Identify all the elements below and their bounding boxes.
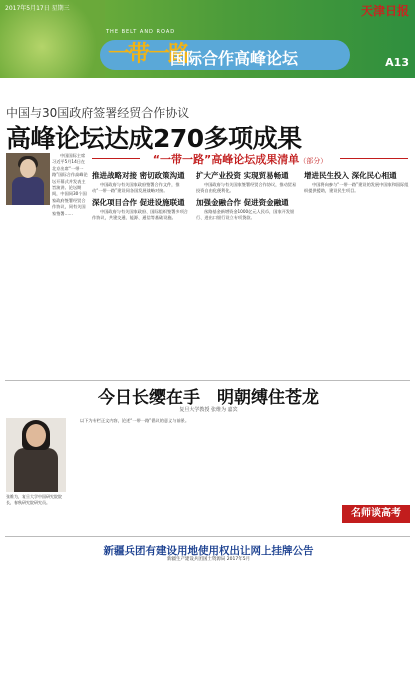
author-portrait xyxy=(6,418,66,492)
results-column-1 xyxy=(92,168,190,380)
section-body-people: 中国将向参与“一带一路”建设的发展中国家和国际组织提供援助，建设民生项目。 xyxy=(304,182,409,194)
article-kicker: 中国与30国政府签署经贸合作协议 xyxy=(6,106,190,120)
results-list-note: （部分） xyxy=(299,157,328,165)
issue-date: 2017年5月17日 星期三 xyxy=(5,5,70,12)
results-column-3 xyxy=(304,168,410,380)
section-divider-top xyxy=(5,380,410,381)
section-title-people: 增进民生投入 深化民心相通 xyxy=(304,171,397,180)
lead-column xyxy=(52,153,88,378)
section-body-finance: 丝路基金新增资金1000亿元人民币，国家开发银行、进出口银行设立专项贷款。 xyxy=(196,208,295,221)
portrait-caption: 张维为，复旦大学中国研究院院长，春秋研究院研究员。 xyxy=(6,494,62,505)
results-list-title xyxy=(140,151,340,167)
section-title-finance: 加强金融合作 促进资金融通 xyxy=(196,197,289,207)
lead-paragraph: 中国国际主席习近平5月14日在北京出席“一带一路”国际合作高峰论坛开幕式并发表主旨演讲。论坛期间，中国同30个国家政府签署经贸合作协议，同有关国家签署…… xyxy=(52,153,88,216)
results-column-2 xyxy=(196,168,298,380)
results-list-title-text: “一带一路”高峰论坛成果清单 xyxy=(152,153,300,166)
section-body-policy: 中国政府与有关国家政府签署合作文件，推动“一带一路”建设同各国发展战略对接。 xyxy=(92,182,180,194)
section-body-facilities: 中国政府与有关国家政府、国际组织签署多项合作协议，共建交通、能源、通信等基础设施。 xyxy=(92,208,188,221)
slogan-prefix: 一带一路 xyxy=(108,41,189,67)
column-badge: 名师谈高考 xyxy=(342,505,410,523)
section-title-facilities: 深化项目合作 促进设施联通 xyxy=(92,197,185,207)
column-body xyxy=(72,418,410,500)
page-number: A13 xyxy=(385,56,409,69)
lead-photo xyxy=(6,153,50,205)
column-byline: 复旦大学教授 张维为 嘉宾 xyxy=(179,407,238,413)
notice-title: 新疆兵团有建设用地使用权出让网上挂牌公告 xyxy=(103,545,314,557)
column-paragraph: 以下为专栏正文内容，论述“一带一路”倡议的意义与前景。 xyxy=(80,418,190,423)
section-body-trade: 中国政府与有关国家签署经贸合作协议，推动贸易投资自由化便利化。 xyxy=(196,182,297,194)
section-divider-bottom xyxy=(5,536,410,537)
masthead-banner xyxy=(0,0,415,78)
article-headline: 高峰论坛达成270多项成果 xyxy=(6,124,302,153)
band-label: THE BELT AND ROAD xyxy=(106,29,176,35)
title-rule-left xyxy=(92,158,140,159)
column-title: 今日长缨在手 明朝缚住苍龙 xyxy=(98,388,319,408)
newspaper-logo: 天津日报 xyxy=(360,4,409,18)
title-rule-right xyxy=(340,158,408,159)
section-title-trade: 扩大产业投资 实现贸易畅通 xyxy=(196,171,289,180)
notice-subtitle: 新疆生产建设兵团国土资源局 2017年5月 xyxy=(166,557,251,562)
slogan-main: 国际合作高峰论坛 xyxy=(170,49,299,68)
section-title-policy: 推进战略对接 密切政策沟通 xyxy=(92,171,185,180)
